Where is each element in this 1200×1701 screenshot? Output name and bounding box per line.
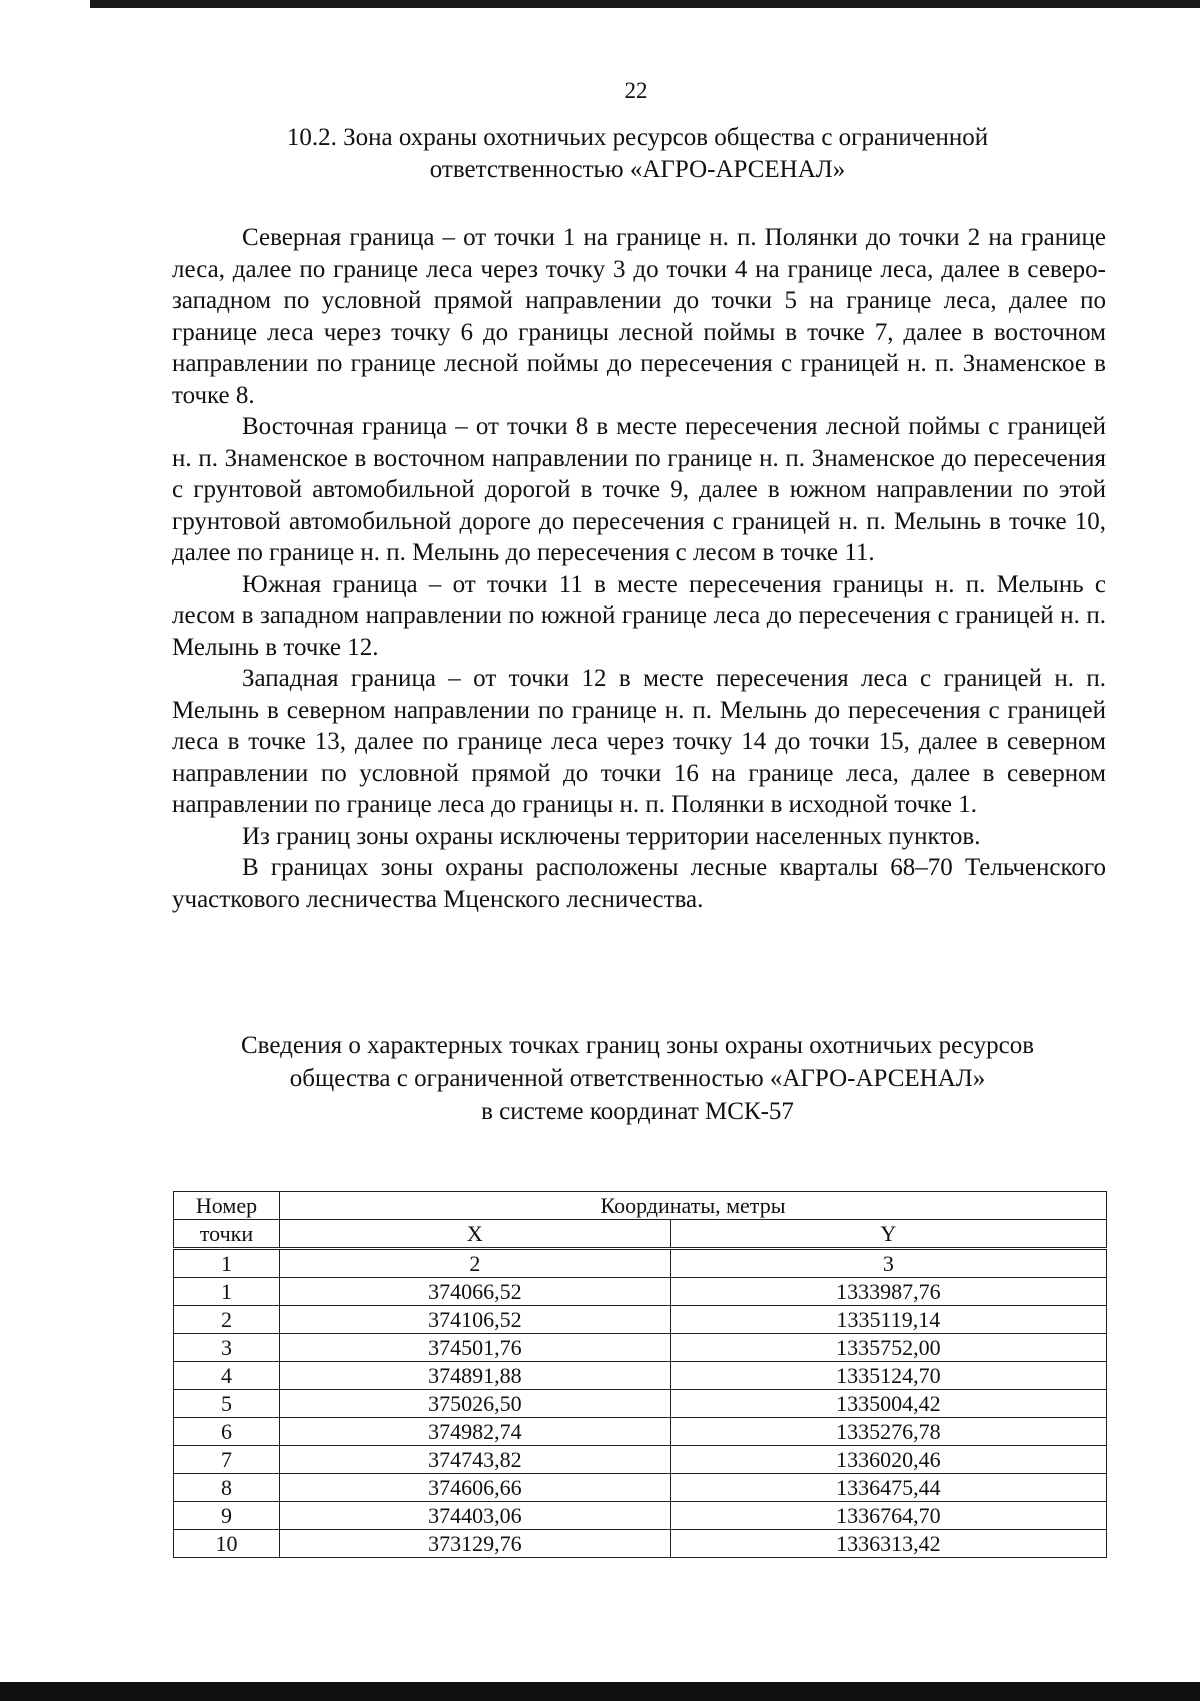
cell-x: 374743,82 [280,1446,671,1474]
paragraph-exclusions: Из границ зоны охраны исключены территории населенных пунктов. [242,822,981,850]
cell-point-number: 4 [174,1362,280,1390]
page-number: 22 [624,78,648,103]
paragraph-north-border: Северная граница – от точки 1 на границе н. п. Полянки до точки 2 на границе леса, далее по границе леса через точку 3 до точки 4 на границе леса, далее в северо-западном по условной прямой направлении до точки 5 на границе леса, далее по границе леса через точку 6 до границы лесной поймы в точке 7, далее в восточном направлении по границе лесной поймы до пересечения с границей н. п. Знаменское в точке 8. [172,224,1106,409]
table-row [174,1306,1107,1334]
table-row [174,1278,1107,1306]
header-x: X [280,1220,671,1249]
paragraph-west-border: Западная граница – от точки 12 в месте пересечения леса с границей н. п. Мелынь в северном направлении по границе н. п. Мелынь до пересечения с границей леса в точке 13, далее по границе леса через точку 14 до точки 15, далее в северном направлении по условной прямой до точки 16 на границе леса, далее в северном направлении по границе леса до границы н. п. Полянки в исходной точке 1. [172,665,1106,818]
cell-y: 1335124,70 [670,1362,1106,1390]
table-row [174,1362,1107,1390]
table-row [174,1474,1107,1502]
section-heading [170,122,1105,186]
table-title-line3: в системе координат МСК-57 [481,1098,794,1125]
cell-point-number: 10 [174,1530,280,1558]
cell-point-number: 8 [174,1474,280,1502]
cell-x: 374891,88 [280,1362,671,1390]
header-y: Y [670,1220,1106,1249]
cell-x: 374403,06 [280,1502,671,1530]
cell-point-number: 3 [174,1334,280,1362]
cell-x: 375026,50 [280,1390,671,1418]
table-row [174,1530,1107,1558]
scan-edge-top [90,0,1200,8]
cell-y: 1335119,14 [670,1306,1106,1334]
table-title-line1: Сведения о характерных точках границ зоны охраны охотничьих ресурсов [241,1032,1034,1059]
table-row [174,1446,1107,1474]
section-heading-line1: 10.2. Зона охраны охотничьих ресурсов общества с ограниченной [286,124,989,151]
column-number: 1 [174,1249,280,1278]
cell-point-number: 6 [174,1418,280,1446]
column-number: 2 [280,1249,671,1278]
table-row [174,1334,1107,1362]
cell-x: 374106,52 [280,1306,671,1334]
table-row [174,1502,1107,1530]
cell-y: 1336764,70 [670,1502,1106,1530]
table-title [170,1029,1105,1128]
header-point-number-bottom: точки [174,1220,280,1249]
coordinates-table [173,1191,1107,1558]
paragraph-east-border: Восточная граница – от точки 8 в месте пересечения лесной поймы с границей н. п. Знаменское в восточном направлении по границе н. п. Знаменское до пересечения с грунтовой автомобильной дорогой в точке 9, далее в южном направлении по этой грунтовой автомобильной дороге до пересечения с границей н. п. Мелынь в точке 10, далее по границе н. п. Мелынь до пересечения с лесом в точке 11. [172,413,1106,566]
cell-y: 1336313,42 [670,1530,1106,1558]
table-header-row [174,1192,1107,1220]
body-text [172,222,1106,915]
cell-y: 1335752,00 [670,1334,1106,1362]
cell-point-number: 5 [174,1390,280,1418]
cell-point-number: 2 [174,1306,280,1334]
paragraph-forest-quarters: В границах зоны охраны расположены лесные кварталы 68–70 Тельченского участкового лесничества Мценского лесничества. [172,854,1106,913]
header-coordinates: Координаты, метры [280,1192,1107,1220]
table-row [174,1418,1107,1446]
scan-edge-bottom [0,1682,1200,1701]
cell-y: 1336020,46 [670,1446,1106,1474]
cell-point-number: 1 [174,1278,280,1306]
section-heading-line2: ответственностью «АГРО-АРСЕНАЛ» [429,156,846,183]
column-number: 3 [670,1249,1106,1278]
cell-x: 374501,76 [280,1334,671,1362]
cell-x: 374982,74 [280,1418,671,1446]
cell-point-number: 7 [174,1446,280,1474]
table-title-line2: общества с ограниченной ответственностью «АГРО-АРСЕНАЛ» [289,1065,986,1092]
cell-y: 1336475,44 [670,1474,1106,1502]
table-subheader-row [174,1220,1107,1249]
header-point-number-top: Номер [174,1192,280,1220]
cell-x: 374606,66 [280,1474,671,1502]
table-row [174,1390,1107,1418]
paragraph-south-border: Южная граница – от точки 11 в месте пересечения границы н. п. Мелынь с лесом в западном направлении по южной границе леса до пересечения с границей н. п. Мелынь в точке 12. [172,570,1106,661]
cell-y: 1335004,42 [670,1390,1106,1418]
cell-y: 1335276,78 [670,1418,1106,1446]
cell-x: 374066,52 [280,1278,671,1306]
column-numbers-row [174,1249,1107,1278]
cell-y: 1333987,76 [670,1278,1106,1306]
cell-x: 373129,76 [280,1530,671,1558]
cell-point-number: 9 [174,1502,280,1530]
